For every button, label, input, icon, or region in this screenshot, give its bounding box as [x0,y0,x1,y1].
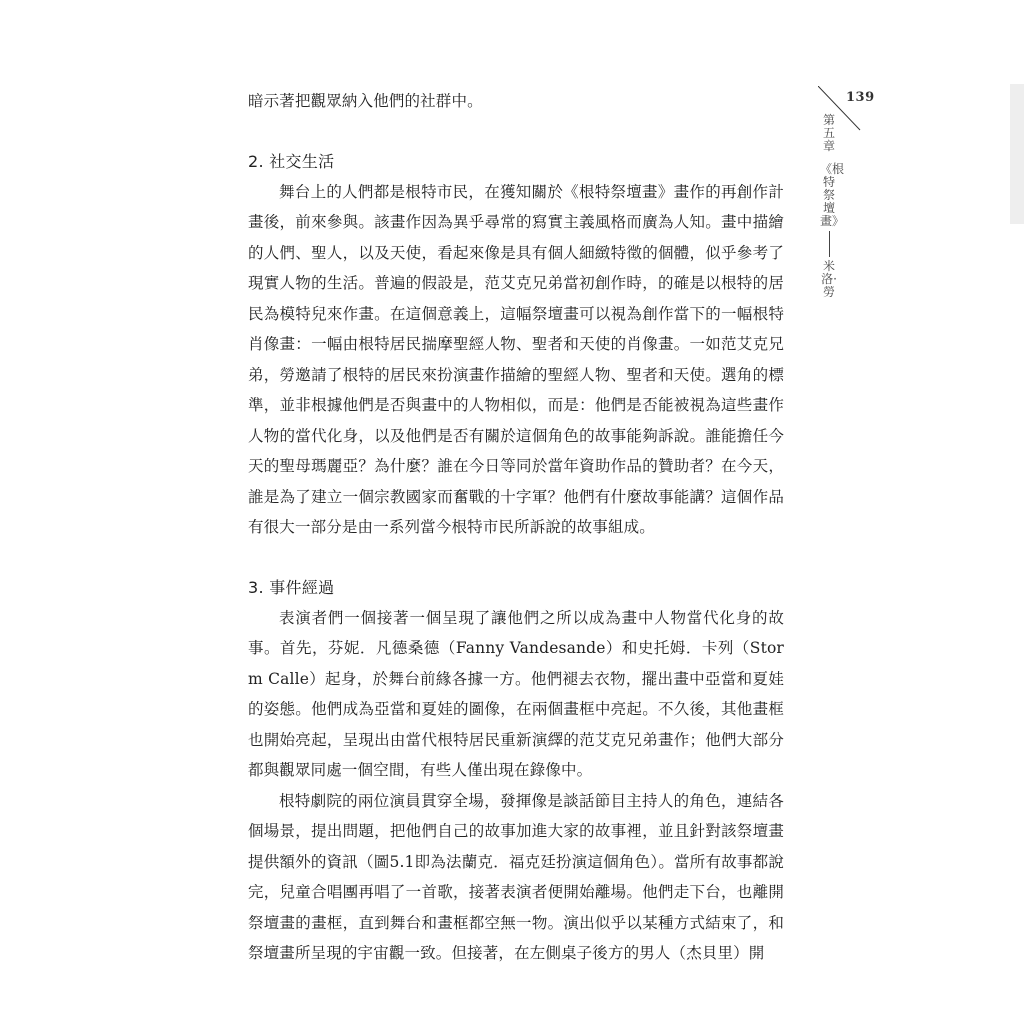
running-header-book-title: 《根特祭壇畫》 [820,162,845,228]
section-heading-social-life: 2. 社交生活 [248,151,335,171]
section-gap [248,543,784,573]
running-header-chapter: 第五章 [822,113,835,153]
page-edge-shadow [1010,84,1024,224]
section-heading-events: 3. 事件經過 [248,577,335,597]
page-number: 139 [846,90,875,105]
paragraph: 表演者們一個接著一個呈現了讓他們之所以成為畫中人物當代化身的故事。首先，芬妮．凡德桑德（Fanny Vandesande）和史托姆．卡列（Storm Calle）起身，於舞台前緣各據一方。他們褪去衣物，擺出畫中亞當和夏娃的姿態。他們成為亞當和夏娃的圖像，在兩個畫框中亮起。不久後，其他畫框也開始亮起，呈現出由當代根特居民重新演繹的范艾克兄弟畫作；他們大部分都與觀眾同處一個空間，有些人僅出現在錄像中。 [248,608,784,779]
paragraph: 根特劇院的兩位演員貫穿全場，發揮像是談話節目主持人的角色，連結各個場景，提出問題，把他們自己的故事加進大家的故事裡，並且針對該祭壇畫提供額外的資訊（圖5.1即為法蘭克．福克廷扮演這個角色）。當所有故事都說完，兒童合唱團再唱了一首歌，接著表演者便開始離場。他們走下台，也離開祭壇畫的畫框，直到舞台和畫框都空無一物。演出似乎以某種方式結束了，和祭壇畫所呈現的宇宙觀一致。但接著，在左側桌子後方的男人（杰貝里）開 [248,791,784,962]
body-text [248,86,784,969]
section-gap [248,117,784,147]
running-header [820,113,845,299]
running-header-author: 米洛·勞 [821,259,837,299]
running-header-dash [829,231,830,257]
paragraph: 舞台上的人們都是根特市民，在獲知關於《根特祭壇畫》畫作的再創作計畫後，前來參與。該畫作因為異乎尋常的寫實主義風格而廣為人知。畫中描繪的人們、聖人，以及天使，看起來像是具有個人細緻特徵的個體，似乎參考了現實人物的生活。普遍的假設是，范艾克兄弟當初創作時，的確是以根特的居民為模特兒來作畫。在這個意義上，這幅祭壇畫可以視為創作當下的一幅根特肖像畫：一幅由根特居民揣摩聖經人物、聖者和天使的肖像畫。一如范艾克兄弟，勞邀請了根特的居民來扮演畫作描繪的聖經人物、聖者和天使。選角的標準，並非根據他們是否與畫中的人物相似，而是：他們是否能被視為這些畫作人物的當代化身，以及他們是否有關於這個角色的故事能夠訴說。誰能擔任今天的聖母瑪麗亞？為什麼？誰在今日等同於當年資助作品的贊助者？在今天，誰是為了建立一個宗教國家而奮戰的十字軍？他們有什麼故事能講？這個作品有很大一部分是由一系列當今根特市民所訴說的故事組成。 [248,182,784,536]
intro-line: 暗示著把觀眾納入他們的社群中。 [248,92,483,110]
